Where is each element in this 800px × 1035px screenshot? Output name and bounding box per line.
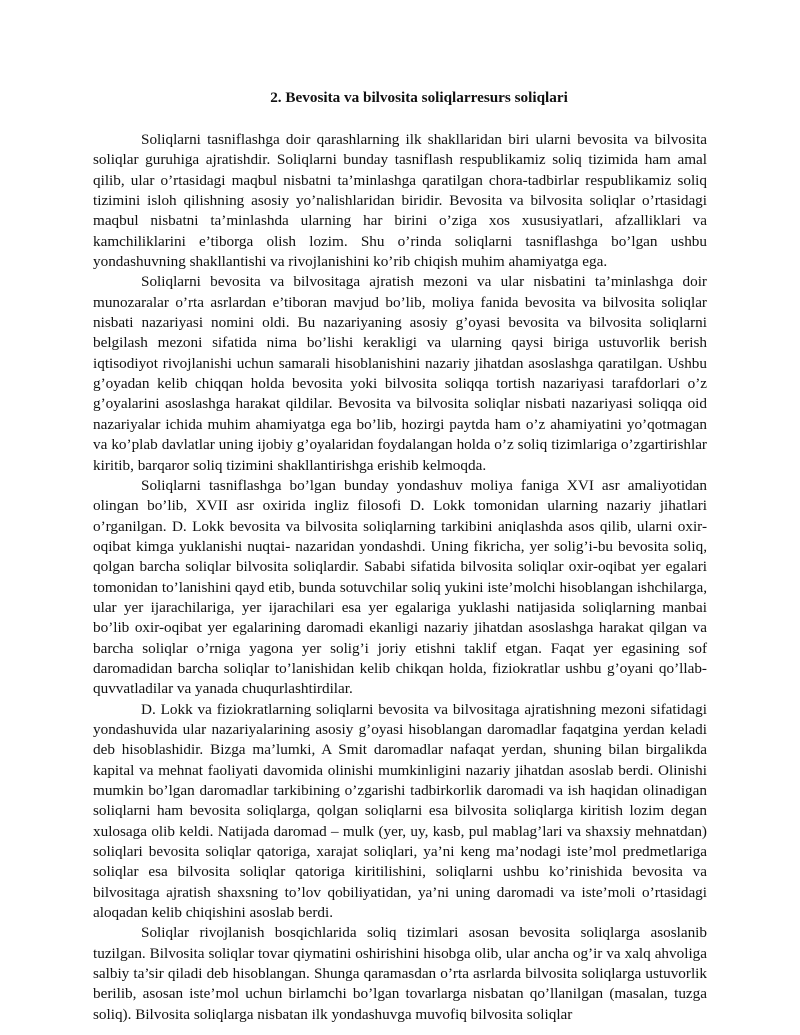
paragraph: Soliqlarni tasniflashga doir qarashlarning ilk shakllaridan biri ularni bevosita va bilvosita soliqlar guruhiga ajratishdir. Soliqlarni bunday tasniflash respublikamiz soliq tizimida ham amal qilib, ular o’rtasidagi maqbul nisbatni ta’minlashga qaratilgan chora-tadbirlar respublikamiz soliq tizimini isloh qilishning asosiy yo’nalishlaridan biridir. Bevosita va bilvosita soliqlar o’rtasidagi maqbul nisbatni ta’minlashda ularning har birini o’ziga xos xususiyatlari, afzalliklari va kamchiliklarini e’tiborga olish lozim. Shu o’rinda soliqlarni tasniflashga bo’lgan ushbu yondashuvning shakllantishi va rivojlanishini ko’rib chiqish muhim ahamiyatga ega. [93, 131, 707, 271]
paragraph: D. Lokk va fiziokratlarning soliqlarni bevosita va bilvositaga ajratishning mezoni sifatidagi yondashuvida ular nazariyalarining asosiy g’oyasi hisoblangan daromadlar faqatgina yerdan keladi deb hisoblashidir. Bizga ma’lumki, A Smit daromadlar nafaqat yerdan, shuning bilan birgalikda kapital va mehnat faoliyati davomida olinishi mumkinligini nazariy jihatdan asoslab berdi. Olinishi mumkin bo’lgan daromadlar tarkibining o’zgarishi tadbirkorlik daromadi va ish haqidan olinadigan soliqlarni ham bevosita soliqlarga, qolgan soliqlarni esa bilvosita soliqlarga kiritish lozim degan xulosaga olib keldi. Natijada daromad – mulk (yer, uy, kasb, pul mablag’lari va shaxsiy mehnatdan) soliqlari bevosita soliqlar qatoriga, xarajat soliqlari, ya’ni keng ma’nodagi iste’mol predmetlariga soliqlar esa bilvosita soliqlar qatoriga kiritilishini, soliqlarni ushbu ko’rinishida bevosita va bilvositaga ajratish shaxsning to’lov qobiliyatidan, ya’ni uning daromadi va iste’moli o’rtasidagi aloqadan kelib chiqishini asoslab berdi. [93, 700, 707, 922]
paragraph: Soliqlarni bevosita va bilvositaga ajratish mezoni va ular nisbatini ta’minlashga doir munozaralar o’rta asrlardan e’tiboran mavjud bo’lib, moliya fanida bevosita va bilvosita soliqlar nisbati nazariyasi nomini oldi. Bu nazariyaning asosiy g’oyasi bevosita va bilvosita soliqlarni belgilash mezoni sifatida nima bo’lishi kerakligi va ularning qaysi biriga ustuvorlik berish iqtisodiyot rivojlanishi uchun samarali hisoblanishini nazariy jihatdan asoslashga qaratilgan. Ushbu g’oyadan kelib chiqqan holda bevosita yoki bilvosita soliqqa tortish nazariyasi tarafdorlari o’z g’oyalarini asoslashga harakat qildilar. Bevosita va bilvosita soliqlar nisbati nazariyasi soliqqa oid nazariyalar ichida muhim ahamiyatga ega bo’lib, hozirgi paytda ham o’z ahamiyatini yo’qotmagan va ko’plab davlatlar uning ijobiy g’oyalaridan foydalangan holda o’z soliq tizimlariga o’zgartirishlar kiritib, barqaror soliq tizimini shakllantirishga erishib kelmoqda. [93, 273, 707, 474]
paragraph: Soliqlarni tasniflashga bo’lgan bunday yondashuv moliya faniga XVI asr amaliyotidan olingan bo’lib, XVII asr oxirida ingliz filosofi D. Lokk tomonidan ularning nazariy jihatlari o’rganilgan. D. Lokk bevosita va bilvosita soliqlarning tarkibini aniqlashda asos qilib, ularni oxir-oqibat kimga yuklanishi nuqtai- nazaridan yondashdi. Uning fikricha, yer solig’i-bu bevosita soliq, qolgan barcha soliqlar bilvosita soliqlardir. Sababi sifatida bilvosita soliqlar oxir-oqibat yer egalari tomonidan to’lanishini qayd etib, bunda sotuvchilar soliq yukini iste’molchi hisoblangan ishchilarga, ular yer ijarachilariga, yer ijarachilari esa yer egalariga yuklashi natijasida soliqlarning manbai bo’lib oxir-oqibat yer egalarining daromadi ekanligi nazariy jihatdan asoslashga harakat qilgan va barcha soliqlar o’rniga yagona yer solig’i joriy etishni taklif etgan. Faqat yer egasining sof daromadidan barcha soliqlar to’lanishidan kelib chikqan holda, fiziokratlar ushbu g’oyani qo’llab-quvvatladilar va yanada chuqurlashtirdilar. [93, 476, 707, 698]
document-page [93, 88, 707, 1025]
paragraph: Soliqlar rivojlanish bosqichlarida soliq tizimlari asosan bevosita soliqlarga asoslanib tuzilgan. Bilvosita soliqlar tovar qiymatini oshirishini hisobga olib, ular ancha og’ir va xalq ahvoliga salbiy ta’sir qiladi deb hisoblangan. Shunga qaramasdan o’rta asrlarda bilvosita soliqlarga ustuvorlik berilib, asosan iste’mol uchun birlamchi bo’lgan tovarlarga nisbatan qo’llanilgan (masalan, tuzga soliq). Bilvosita soliqlarga nisbatan ilk yondashuvga muvofiq bilvosita soliqlar [93, 924, 707, 1023]
section-title: 2. Bevosita va bilvosita soliqlarresurs soliqlari [270, 89, 568, 106]
